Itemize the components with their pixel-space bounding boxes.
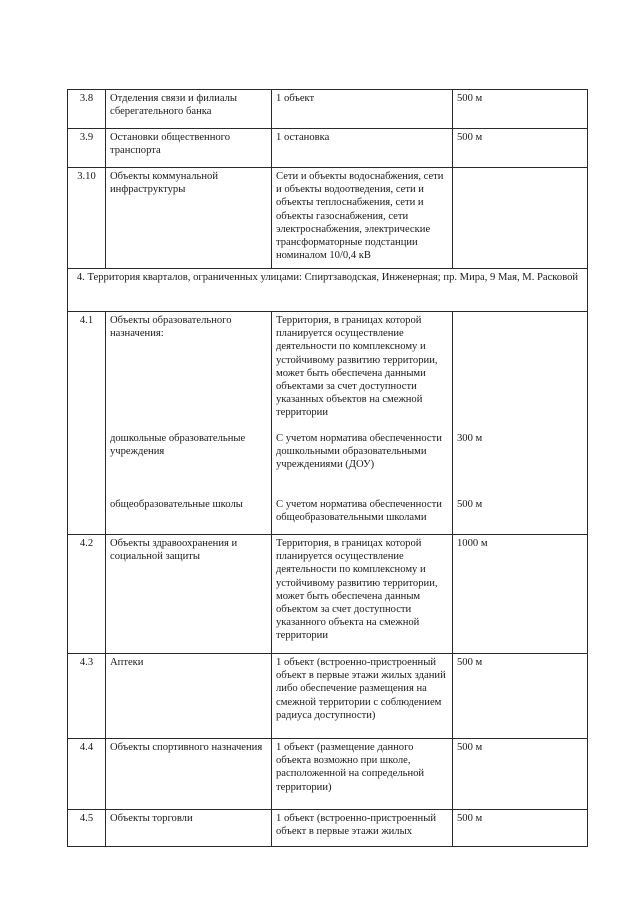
accessibility-radius: 500 м xyxy=(453,810,588,847)
object-value: Территория, в границах которой планируется осуществление деятельности по комплексному и устойчивому развитию территории, может быть обеспечена данными объектами за счет доступности указанных объектов на смежной территории xyxy=(276,315,438,419)
object-value: 1 объект (встроенно-пристроенный объект в первые этажи жилых зданий либо обеспечение размещения на смежной территории с соблюдением радиуса доступности) xyxy=(272,654,453,739)
accessibility-radius: 1000 м xyxy=(453,535,588,654)
requirements-table xyxy=(67,89,588,847)
accessibility-radius: 500 м xyxy=(453,90,588,129)
object-value: 1 объект xyxy=(272,90,453,129)
row-number: 4.2 xyxy=(68,535,106,654)
table-row xyxy=(68,90,588,129)
accessibility-radius: 500 м xyxy=(453,654,588,739)
object-value: 1 объект (размещение данного объекта возможно при школе, расположенной на сопредельной территории) xyxy=(272,739,453,810)
object-name: Отделения связи и филиалы сберегательного банка xyxy=(106,90,272,129)
table-row xyxy=(68,654,588,739)
object-value: 1 объект (встроенно-пристроенный объект в первые этажи жилых xyxy=(272,810,453,847)
object-name: Объекты коммунальной инфраструктуры xyxy=(106,168,272,269)
table-row xyxy=(68,739,588,810)
object-value: Сети и объекты водоснабжения, сети и объекты водоотведения, сети и объекты теплоснабжения, сети и объекты газоснабжения, сети электроснабжения, электрические трансформаторные подстанции номиналом 10/0,4 кВ xyxy=(272,168,453,269)
object-name-cell xyxy=(106,312,272,535)
object-name: Аптеки xyxy=(106,654,272,739)
accessibility-radius: 300 м xyxy=(457,433,483,444)
object-name: Объекты здравоохранения и социальной защиты xyxy=(106,535,272,654)
row-number: 3.8 xyxy=(68,90,106,129)
object-value: Территория, в границах которой планируется осуществление деятельности по комплексному и устойчивому развитию территории, может быть обеспечена данным объектом за счет доступности указанного объекта на смежной территории xyxy=(272,535,453,654)
page-bottom-margin xyxy=(0,870,640,905)
table-row xyxy=(68,312,588,535)
table-row xyxy=(68,168,588,269)
accessibility-radius-cell xyxy=(453,312,588,535)
object-name: Объекты спортивного назначения xyxy=(106,739,272,810)
row-number: 3.9 xyxy=(68,129,106,168)
table-row xyxy=(68,129,588,168)
row-number: 3.10 xyxy=(68,168,106,269)
sub-object-value: С учетом норматива обеспеченности общеобразовательными школами xyxy=(276,499,442,524)
accessibility-radius xyxy=(453,168,588,269)
row-number: 4.1 xyxy=(68,312,106,535)
object-value: 1 остановка xyxy=(272,129,453,168)
sub-object-name: общеобразовательные школы xyxy=(110,499,243,510)
object-name: Остановки общественного транспорта xyxy=(106,129,272,168)
spacer xyxy=(457,314,583,432)
sub-object-value: С учетом норматива обеспеченности дошкольными образовательными учреждениями (ДОУ) xyxy=(276,433,442,471)
sub-object-name: дошкольные образовательные учреждения xyxy=(110,433,246,458)
table-row xyxy=(68,535,588,654)
object-value-cell xyxy=(272,312,453,535)
accessibility-radius: 500 м xyxy=(453,129,588,168)
section-header-row xyxy=(68,269,588,312)
section-title: 4. Территория кварталов, ограниченных улицами: Спиртзаводская, Инженерная; пр. Мира, 9 Мая, М. Расковой xyxy=(68,269,588,312)
accessibility-radius: 500 м xyxy=(457,499,483,510)
row-number: 4.5 xyxy=(68,810,106,847)
row-number: 4.4 xyxy=(68,739,106,810)
row-number: 4.3 xyxy=(68,654,106,739)
table-row xyxy=(68,810,588,847)
accessibility-radius: 500 м xyxy=(453,739,588,810)
object-name: Объекты торговли xyxy=(106,810,272,847)
object-name: Объекты образовательного назначения: xyxy=(110,315,232,340)
